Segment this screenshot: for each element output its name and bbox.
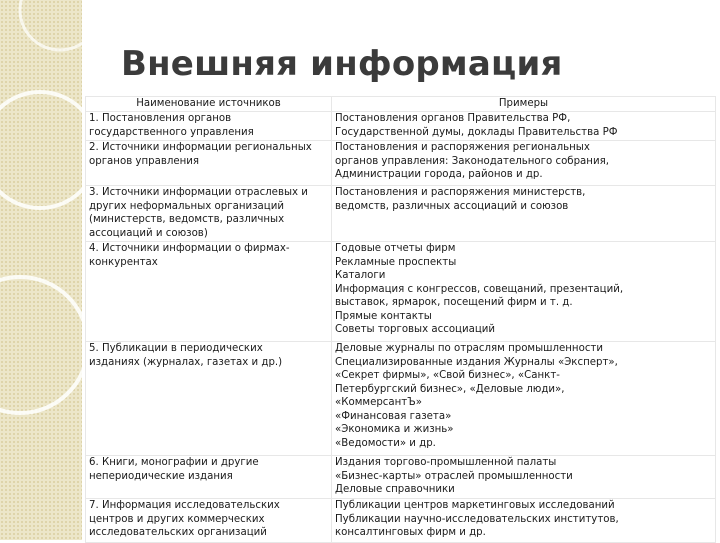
table-row: [86, 456, 716, 499]
header-sources: Наименование источников: [86, 97, 332, 112]
sources-table: [85, 96, 716, 543]
slide-title: Внешняя информация: [121, 44, 563, 84]
example-cell: Публикации центров маркетинговых исследований Публикации научно-исследовательских институтов, консалтинговых фирм и др.: [332, 499, 716, 543]
example-cell: Постановления и распоряжения региональных органов управления: Законодательного собрания, Администрации города, районов и др.: [332, 141, 716, 186]
source-cell: 3. Источники информации отраслевых и других неформальных организаций (министерств, ведомств, различных ассоциаций и союзов): [86, 186, 332, 242]
source-cell: 4. Источники информации о фирмах- конкурентах: [86, 242, 332, 342]
table-row: [86, 141, 716, 186]
table-header-row: [86, 97, 716, 112]
example-cell: Постановления и распоряжения министерств, ведомств, различных ассоциаций и союзов: [332, 186, 716, 242]
source-cell: 7. Информация исследовательских центров и других коммерческих исследовательских организаций: [86, 499, 332, 543]
source-cell: 5. Публикации в периодических изданиях (журналах, газетах и др.): [86, 342, 332, 456]
decorative-side-band: [0, 0, 82, 540]
example-cell: Годовые отчеты фирм Рекламные проспекты Каталоги Информация с конгрессов, совещаний, презентаций, выставок, ярмарок, посещений фирм и т. д. Прямые контакты Советы торговых ассоциаций: [332, 242, 716, 342]
example-cell: Деловые журналы по отраслям промышленности Специализированные издания Журналы «Эксперт», «Секрет фирмы», «Свой бизнес», «Санкт- Петербургский бизнес», «Деловые люди», «КоммерсантЪ» «Финансовая газета» «Экономика и жизнь» «Ведомости» и др.: [332, 342, 716, 456]
table-row: [86, 342, 716, 456]
example-cell: Постановления органов Правительства РФ, Государственной думы, доклады Правительства РФ: [332, 112, 716, 141]
example-cell: Издания торгово-промышленной палаты «Бизнес-карты» отраслей промышленности Деловые справочники: [332, 456, 716, 499]
source-cell: 2. Источники информации региональных органов управления: [86, 141, 332, 186]
table-row: [86, 112, 716, 141]
header-examples: Примеры: [332, 97, 716, 112]
table-row: [86, 186, 716, 242]
source-cell: 1. Постановления органов государственного управления: [86, 112, 332, 141]
table-row: [86, 242, 716, 342]
source-cell: 6. Книги, монографии и другие непериодические издания: [86, 456, 332, 499]
table-row: [86, 499, 716, 543]
